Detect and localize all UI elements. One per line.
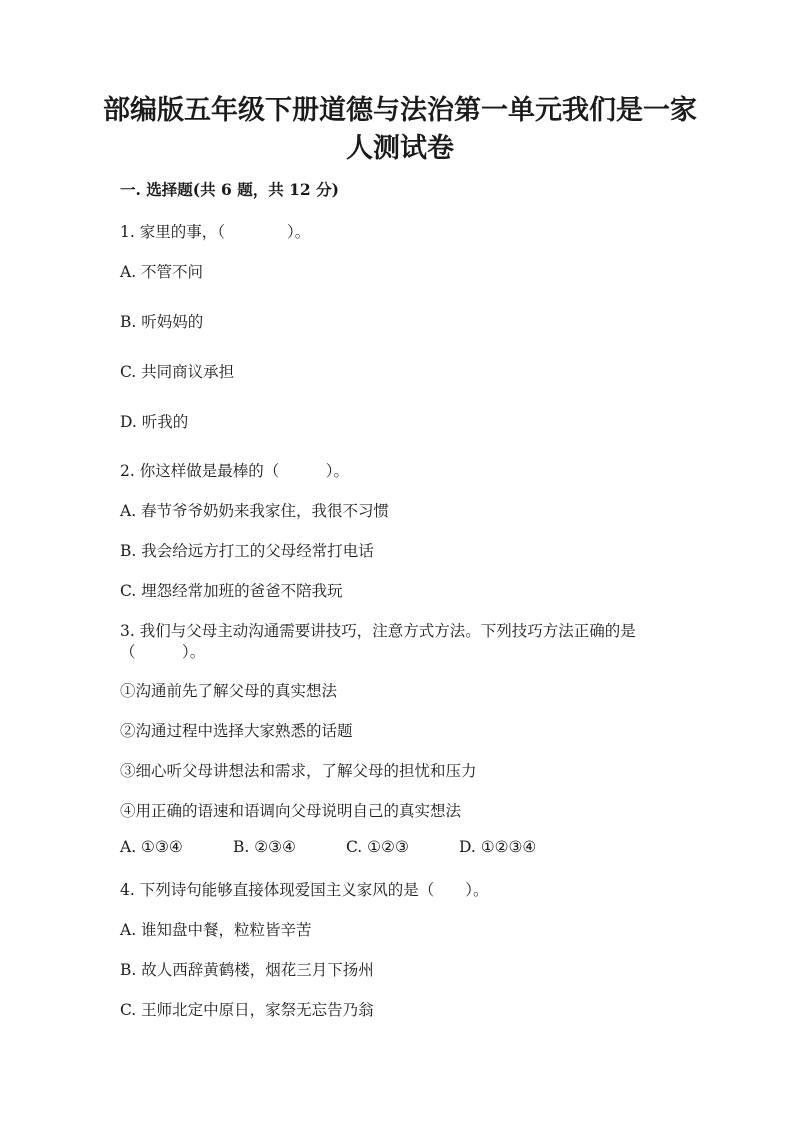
question-2-option-b: B. 我会给远方打工的父母经常打电话 [120, 542, 374, 560]
question-1-option-a: A. 不管不问 [120, 263, 204, 281]
question-3-option-a: A. ①③④ [120, 838, 183, 856]
question-3-option-d: D. ①②③④ [459, 838, 537, 856]
question-3-option-b: B. ②③④ [233, 838, 296, 856]
section-heading: 一. 选择题(共 6 题，共 12 分) [120, 180, 339, 199]
question-3-stem-line-1: 3. 我们与父母主动沟通需要讲技巧，注意方式方法。下列技巧方法正确的是 [120, 622, 636, 640]
question-2-stem: 2. 你这样做是最棒的（ ）。 [120, 462, 349, 480]
question-1-option-d: D. 听我的 [120, 413, 189, 431]
question-4-option-c: C. 王师北定中原日，家祭无忘告乃翁 [120, 1001, 374, 1019]
title-line-1: 部编版五年级下册道德与法治第一单元我们是一家 [103, 95, 697, 126]
title-line-2: 人测试卷 [346, 133, 454, 164]
question-4-stem: 4. 下列诗句能够直接体现爱国主义家风的是（ ）。 [120, 881, 489, 899]
question-3-stem-line-2: （ ）。 [120, 643, 206, 661]
question-1-option-c: C. 共同商议承担 [120, 363, 235, 381]
question-2-option-a: A. 春节爷爷奶奶来我家住，我很不习惯 [120, 502, 390, 520]
question-1-stem: 1. 家里的事，（ ）。 [120, 223, 311, 241]
question-1-option-b: B. 听妈妈的 [120, 313, 204, 331]
question-3-item-1: ①沟通前先了解父母的真实想法 [120, 682, 338, 700]
question-3-item-2: ②沟通过程中选择大家熟悉的话题 [120, 722, 353, 740]
question-3-item-4: ④用正确的语速和语调向父母说明自己的真实想法 [120, 802, 462, 820]
question-4-option-a: A. 谁知盘中餐，粒粒皆辛苦 [120, 921, 312, 939]
question-2-option-c: C. 埋怨经常加班的爸爸不陪我玩 [120, 582, 343, 600]
question-3-item-3: ③细心听父母讲想法和需求，了解父母的担忧和压力 [120, 762, 477, 780]
question-4-option-b: B. 故人西辞黄鹤楼，烟花三月下扬州 [120, 961, 374, 979]
exam-title [100, 92, 700, 168]
question-3-option-c: C. ①②③ [346, 838, 409, 856]
